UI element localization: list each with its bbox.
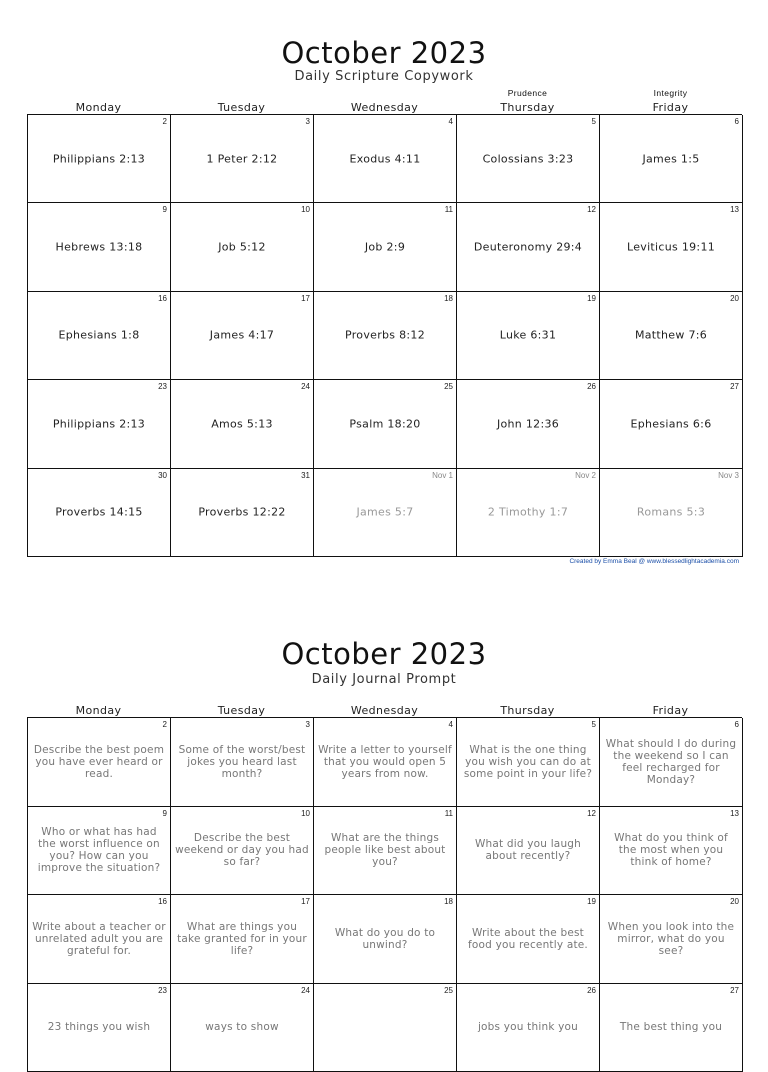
- journal-prompt: The best thing you: [604, 1021, 738, 1033]
- scripture-reference: Colossians 3:23: [457, 152, 599, 165]
- day-number: 6: [735, 117, 739, 126]
- day-cell: [28, 292, 171, 380]
- day-number: 10: [301, 205, 310, 214]
- day-cell: [600, 984, 743, 1072]
- virtue-label: Prudence: [456, 88, 599, 98]
- day-label: Thursday: [500, 704, 554, 717]
- day-cell: [171, 718, 314, 807]
- journal-prompt: Describe the best poem you have ever heard or read.: [32, 744, 166, 780]
- journal-prompt: What is the one thing you wish you can do at some point in your life?: [461, 744, 595, 780]
- calendar-title: October 2023: [0, 36, 768, 70]
- day-cell: [600, 203, 743, 291]
- day-number: 2: [163, 117, 167, 126]
- day-number: 20: [730, 294, 739, 303]
- day-number: 13: [730, 205, 739, 214]
- journal-prompt: What are the things people like best about you?: [318, 832, 452, 868]
- day-cell: [600, 292, 743, 380]
- day-number: 26: [587, 382, 596, 391]
- day-label: Wednesday: [351, 101, 418, 114]
- day-cell: [314, 292, 457, 380]
- calendar-title: October 2023: [0, 637, 768, 671]
- day-number: 23: [158, 986, 167, 995]
- day-cell: [28, 380, 171, 468]
- day-header-friday: [599, 704, 742, 717]
- day-header-thursday: [456, 101, 599, 114]
- scripture-reference: Romans 5:3: [600, 506, 742, 519]
- day-header-friday: [599, 101, 742, 114]
- day-number: 31: [301, 471, 310, 480]
- day-number: 4: [449, 720, 453, 729]
- day-label: Tuesday: [218, 704, 266, 717]
- day-cell: [457, 895, 600, 984]
- journal-prompt: What should I do during the weekend so I can feel recharged for Monday?: [604, 738, 738, 786]
- day-number: 17: [301, 294, 310, 303]
- day-label: Friday: [653, 704, 689, 717]
- day-cell: [28, 718, 171, 807]
- scripture-reference: 1 Peter 2:12: [171, 152, 313, 165]
- day-number: 18: [444, 294, 453, 303]
- day-cell: [28, 895, 171, 984]
- day-cell: [28, 115, 171, 203]
- scripture-reference: Psalm 18:20: [314, 417, 456, 430]
- day-header-row: [27, 704, 742, 717]
- scripture-reference: Philippians 2:13: [28, 417, 170, 430]
- day-number: 2: [163, 720, 167, 729]
- day-number: 9: [163, 205, 167, 214]
- scripture-reference: Ephesians 6:6: [600, 417, 742, 430]
- day-cell: [28, 984, 171, 1072]
- day-number: 30: [158, 471, 167, 480]
- scripture-reference: Proverbs 8:12: [314, 329, 456, 342]
- journal-prompt: ways to show: [175, 1021, 309, 1033]
- calendar-subtitle: Daily Scripture Copywork: [0, 69, 768, 84]
- day-number: 23: [158, 382, 167, 391]
- day-header-tuesday: [170, 101, 313, 114]
- credit-text: Created by Emma Beal @ www.blessedlightacademia.com: [569, 558, 739, 565]
- day-cell: [171, 895, 314, 984]
- day-cell: [171, 203, 314, 291]
- day-number: 26: [587, 986, 596, 995]
- day-header-wednesday: [313, 704, 456, 717]
- day-header-monday: [27, 101, 170, 114]
- day-label: Tuesday: [218, 101, 266, 114]
- scripture-reference: John 12:36: [457, 417, 599, 430]
- day-label: Monday: [76, 704, 122, 717]
- journal-prompt: 23 things you wish: [32, 1021, 166, 1033]
- journal-prompt: jobs you think you: [461, 1021, 595, 1033]
- day-number: 11: [445, 809, 453, 818]
- scripture-reference: Amos 5:13: [171, 417, 313, 430]
- virtue-label: Integrity: [599, 88, 742, 98]
- day-number: Nov 3: [718, 471, 739, 480]
- day-cell: [457, 984, 600, 1072]
- day-number: 13: [730, 809, 739, 818]
- day-number: 20: [730, 897, 739, 906]
- day-cell: [314, 203, 457, 291]
- day-number: Nov 1: [432, 471, 453, 480]
- day-header-wednesday: [313, 101, 456, 114]
- scripture-reference: James 4:17: [171, 329, 313, 342]
- day-label: Wednesday: [351, 704, 418, 717]
- day-cell: [457, 292, 600, 380]
- day-label: Thursday: [500, 101, 554, 114]
- day-cell: [171, 807, 314, 896]
- day-number: 24: [301, 382, 310, 391]
- day-number: 4: [449, 117, 453, 126]
- day-number: 16: [158, 897, 167, 906]
- day-number: 27: [730, 382, 739, 391]
- day-number: 10: [301, 809, 310, 818]
- day-cell: [171, 380, 314, 468]
- scripture-reference: Proverbs 12:22: [171, 506, 313, 519]
- day-number: 12: [587, 809, 596, 818]
- day-cell: [600, 807, 743, 896]
- day-number: 18: [444, 897, 453, 906]
- day-cell: [600, 895, 743, 984]
- day-number: 5: [592, 720, 596, 729]
- journal-prompt: Write about a teacher or unrelated adult you are grateful for.: [32, 921, 166, 957]
- day-cell: [28, 203, 171, 291]
- day-number: 3: [306, 117, 310, 126]
- day-cell: [457, 203, 600, 291]
- scripture-reference: 2 Timothy 1:7: [457, 506, 599, 519]
- day-cell: [600, 115, 743, 203]
- journal-prompt: What are things you take granted for in your life?: [175, 921, 309, 957]
- journal-prompt: When you look into the mirror, what do you see?: [604, 921, 738, 957]
- day-number: 5: [592, 117, 596, 126]
- scripture-reference: Philippians 2:13: [28, 152, 170, 165]
- day-label: Monday: [76, 101, 122, 114]
- day-cell: [171, 115, 314, 203]
- scripture-reference: Job 2:9: [314, 241, 456, 254]
- day-cell: [314, 895, 457, 984]
- day-cell: [600, 718, 743, 807]
- scripture-reference: Luke 6:31: [457, 329, 599, 342]
- journal-prompt: What do you do to unwind?: [318, 927, 452, 951]
- journal-prompt: Write about the best food you recently ate.: [461, 927, 595, 951]
- scripture-reference: Matthew 7:6: [600, 329, 742, 342]
- day-number: 27: [730, 986, 739, 995]
- day-cell: [314, 380, 457, 468]
- day-cell: [314, 115, 457, 203]
- day-number: 25: [444, 382, 453, 391]
- day-number: 24: [301, 986, 310, 995]
- day-cell: [457, 718, 600, 807]
- day-cell: [171, 984, 314, 1072]
- day-cell: [600, 469, 743, 557]
- scripture-reference: Proverbs 14:15: [28, 506, 170, 519]
- journal-prompt: What did you laugh about recently?: [461, 838, 595, 862]
- calendar-grid: [27, 717, 742, 1072]
- day-header-tuesday: [170, 704, 313, 717]
- journal-prompt: Some of the worst/best jokes you heard last month?: [175, 744, 309, 780]
- day-number: 16: [158, 294, 167, 303]
- day-number: 25: [444, 986, 453, 995]
- day-number: 3: [306, 720, 310, 729]
- scripture-reference: Leviticus 19:11: [600, 241, 742, 254]
- day-cell: [314, 984, 457, 1072]
- scripture-reference: Exodus 4:11: [314, 152, 456, 165]
- day-header-monday: [27, 704, 170, 717]
- day-number: 19: [587, 897, 596, 906]
- day-cell: [457, 469, 600, 557]
- day-number: 11: [445, 205, 453, 214]
- day-cell: [171, 292, 314, 380]
- day-header-row: [27, 101, 742, 114]
- journal-prompt: Describe the best weekend or day you had so far?: [175, 832, 309, 868]
- day-cell: [314, 807, 457, 896]
- scripture-reference: Deuteronomy 29:4: [457, 241, 599, 254]
- day-cell: [314, 469, 457, 557]
- day-header-thursday: [456, 704, 599, 717]
- journal-prompt: Write a letter to yourself that you would open 5 years from now.: [318, 744, 452, 780]
- scripture-reference: Ephesians 1:8: [28, 329, 170, 342]
- day-number: 19: [587, 294, 596, 303]
- scripture-reference: Job 5:12: [171, 241, 313, 254]
- day-number: 6: [735, 720, 739, 729]
- calendar-subtitle: Daily Journal Prompt: [0, 672, 768, 687]
- day-number: 9: [163, 809, 167, 818]
- journal-prompt: What do you think of the most when you think of home?: [604, 832, 738, 868]
- day-number: 12: [587, 205, 596, 214]
- day-cell: [600, 380, 743, 468]
- day-cell: [314, 718, 457, 807]
- day-cell: [171, 469, 314, 557]
- scripture-reference: James 5:7: [314, 506, 456, 519]
- journal-prompt: Who or what has had the worst influence on you? How can you improve the situation?: [32, 826, 166, 874]
- day-cell: [457, 115, 600, 203]
- day-number: 17: [301, 897, 310, 906]
- day-cell: [457, 380, 600, 468]
- day-cell: [457, 807, 600, 896]
- calendar-grid: [27, 114, 742, 557]
- scripture-reference: James 1:5: [600, 152, 742, 165]
- day-label: Friday: [653, 101, 689, 114]
- day-number: Nov 2: [575, 471, 596, 480]
- day-cell: [28, 469, 171, 557]
- day-cell: [28, 807, 171, 896]
- scripture-reference: Hebrews 13:18: [28, 241, 170, 254]
